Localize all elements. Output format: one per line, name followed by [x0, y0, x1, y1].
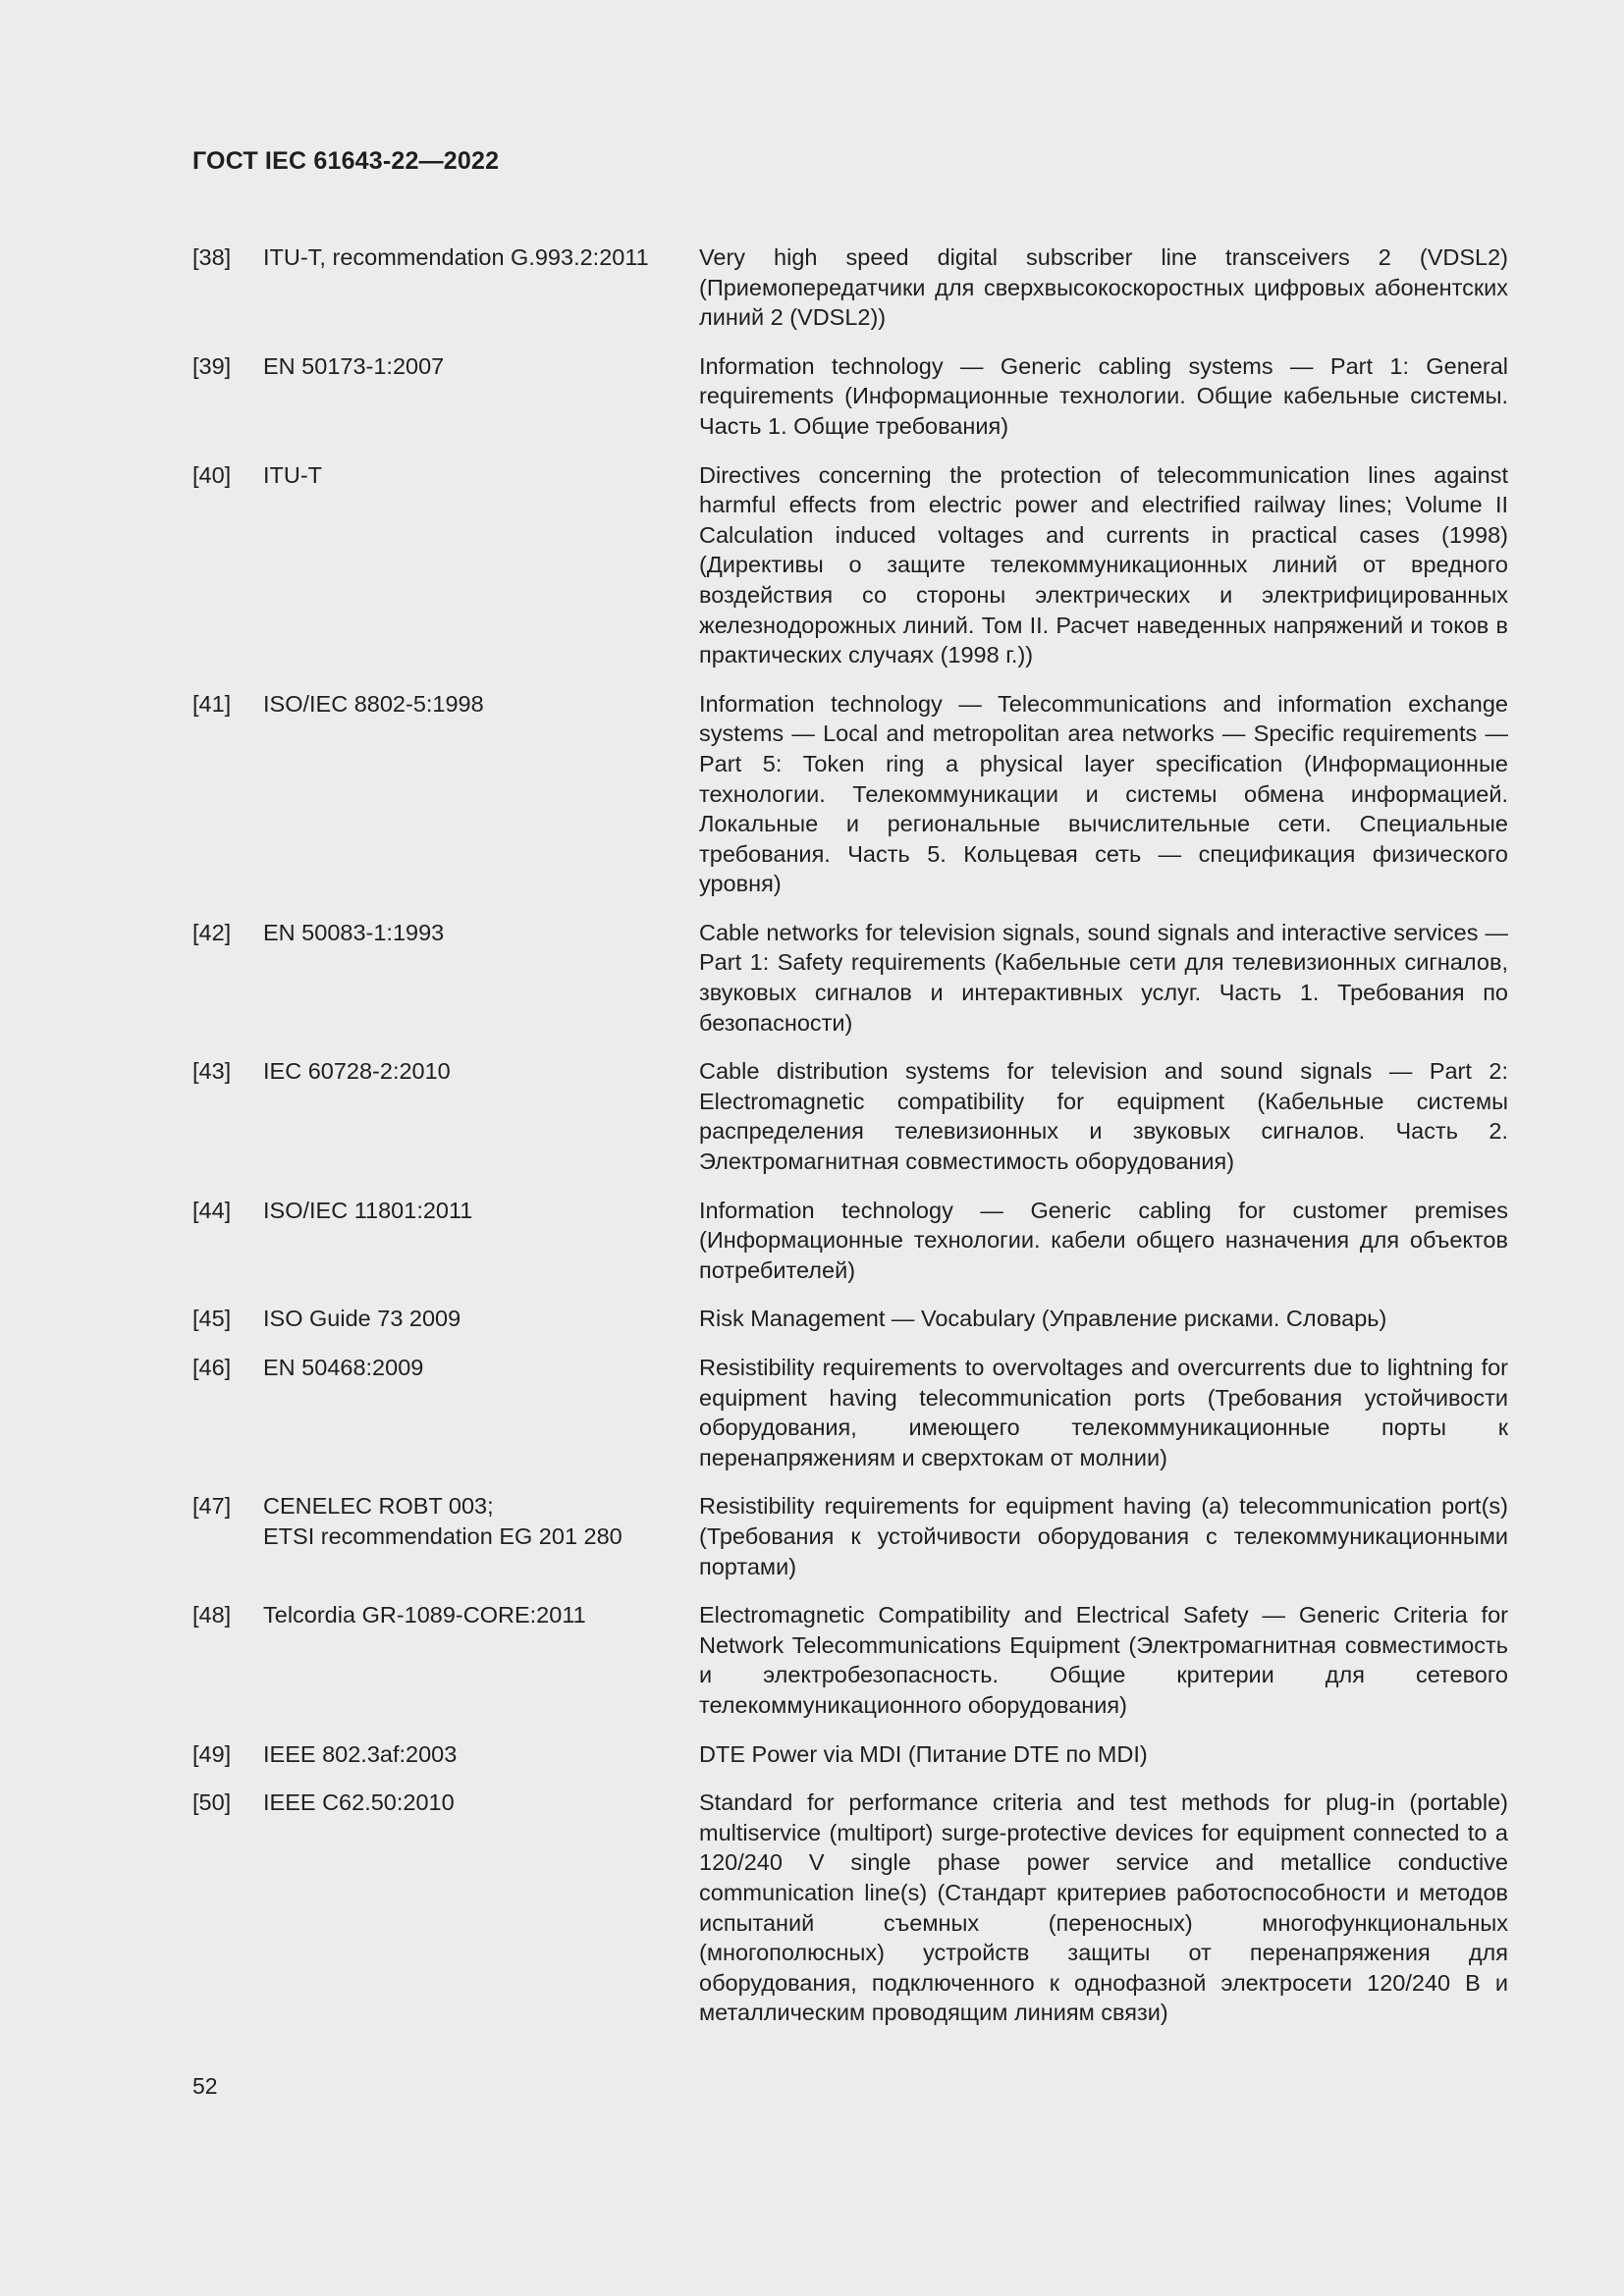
reference-code: EN 50468:2009 — [263, 1355, 424, 1380]
reference-title: Information technology — Generic cabling systems — Part 1: General requirements (Информационные технологии. Общие кабельные системы. Часть 1. Общие требования) — [699, 352, 1508, 439]
reference-code: IEEE 802.3af:2003 — [263, 1740, 458, 1767]
reference-item — [192, 1196, 1508, 1286]
reference-item — [192, 1304, 1508, 1334]
reference-code: IEC 60728-2:2010 — [263, 1058, 451, 1085]
reference-title: Resistibility requirements to overvoltages and overcurrents due to lightning for equipment having telecommunication ports (Требования устойчивости оборудования, имеющего телекоммуникационные порты к перенапряжениям и сверхтокам от молнии) — [699, 1355, 1508, 1470]
reference-item — [192, 1056, 1508, 1176]
reference-code: CENELEC ROBT 003; ETSI recommendation EG 201 280 — [263, 1493, 623, 1549]
reference-number: [41] — [192, 690, 232, 717]
reference-item — [192, 1739, 1508, 1770]
reference-title: DTE Power via MDI (Питание DTE по MDI) — [699, 1740, 1148, 1767]
reference-title: Cable networks for television signals, sound signals and interactive services — Part 1: Safety requirements (Кабельные сети для телевизионных сигналов, звуковых сигналов и интерактивных услуг. Часть 1. Требования по безопасности) — [699, 919, 1508, 1036]
reference-code: Telcordia GR-1089-CORE:2011 — [263, 1602, 586, 1629]
reference-number: [39] — [192, 352, 232, 379]
reference-number: [45] — [192, 1306, 232, 1332]
reference-number: [38] — [192, 244, 232, 270]
reference-item — [192, 1491, 1508, 1581]
reference-code: IEEE C62.50:2010 — [263, 1789, 455, 1816]
reference-number: [43] — [192, 1058, 232, 1085]
reference-title: Resistibility requirements for equipment having (a) telecommunication port(s) (Требования к устойчивости оборудования с телекоммуникационными портами) — [699, 1493, 1508, 1579]
reference-item — [192, 689, 1508, 899]
reference-title: Information technology — Telecommunications and information exchange systems — Local and metropolitan area networks — Specific requirements — Part 5: Token ring a physical layer specification (Информационные технологии. Телекоммуникации и системы обмена информацией. Локальные и региональные вычислительные сети. Специальные требования. Часть 5. Кольцевая сеть — спецификация физического уровня) — [699, 690, 1508, 897]
reference-title: Directives concerning the protection of telecommunication lines against harmful effects from electric power and electrified railway lines; Volume II Calculation induced voltages and currents in practical cases (1998) (Директивы о защите телекоммуникационных линий от вредного воздействия со стороны электрических и электрифицированных железнодорожных линий. Том II. Расчет наведенных напряжений и токов в практических случаях (1998 г.)) — [699, 461, 1508, 668]
reference-code: ISO Guide 73 2009 — [263, 1306, 461, 1332]
reference-title: Risk Management — Vocabulary (Управление рисками. Словарь) — [699, 1306, 1387, 1332]
reference-code: ITU-T, recommendation G.993.2:2011 — [263, 244, 649, 270]
reference-item — [192, 460, 1508, 670]
reference-code: ITU-T — [263, 461, 323, 488]
reference-title: Cable distribution systems for television and sound signals — Part 2: Electromagnetic compatibility for equipment (Кабельные системы распределения телевизионных и звуковых сигналов. Часть 2. Электромагнитная совместимость оборудования) — [699, 1058, 1508, 1175]
reference-title: Standard for performance criteria and test methods for plug-in (portable) multiservice (multiport) surge-protective devices for equipment connected to a 120/240 V single phase power service and metallice conductive communication line(s) (Стандарт критериев работоспособности и методов испытаний съемных (переносных) многофункциональных (многополюсных) устройств защиты от перенапряжения для оборудования, подключенного к однофазной электросети 120/240 В и металлическим проводящим линиям связи) — [699, 1789, 1508, 2026]
reference-number: [46] — [192, 1355, 232, 1380]
standard-header: ГОСТ IEC 61643-22—2022 — [192, 147, 500, 175]
page-number: 52 — [192, 2073, 218, 2099]
reference-code: EN 50173-1:2007 — [263, 352, 445, 379]
reference-number: [48] — [192, 1602, 232, 1629]
reference-number: [40] — [192, 461, 232, 488]
reference-code: ISO/IEC 8802-5:1998 — [263, 690, 484, 717]
reference-title: Electromagnetic Compatibility and Electrical Safety — Generic Criteria for Network Telecommunications Equipment (Электромагнитная совместимость и электробезопасность. Общие критерии для сетевого телекоммуникационного оборудования) — [699, 1602, 1508, 1718]
reference-item — [192, 242, 1508, 333]
reference-item — [192, 1788, 1508, 2028]
reference-item — [192, 1353, 1508, 1472]
reference-number: [49] — [192, 1740, 232, 1767]
reference-code: EN 50083-1:1993 — [263, 919, 445, 945]
reference-number: [50] — [192, 1789, 232, 1816]
reference-number: [42] — [192, 919, 232, 945]
bibliography-list — [192, 242, 1508, 2047]
reference-title: Information technology — Generic cabling for customer premises (Информационные технологии. кабели общего назначения для объектов потребителей) — [699, 1197, 1508, 1283]
reference-number: [47] — [192, 1493, 232, 1520]
reference-title: Very high speed digital subscriber line transceivers 2 (VDSL2) (Приемопередатчики для сверхвысокоскоростных цифровых абонентских линий 2 (VDSL2)) — [699, 244, 1508, 331]
reference-item — [192, 1600, 1508, 1720]
reference-number: [44] — [192, 1197, 232, 1223]
reference-item — [192, 351, 1508, 442]
reference-code: ISO/IEC 11801:2011 — [263, 1197, 473, 1223]
reference-item — [192, 918, 1508, 1038]
